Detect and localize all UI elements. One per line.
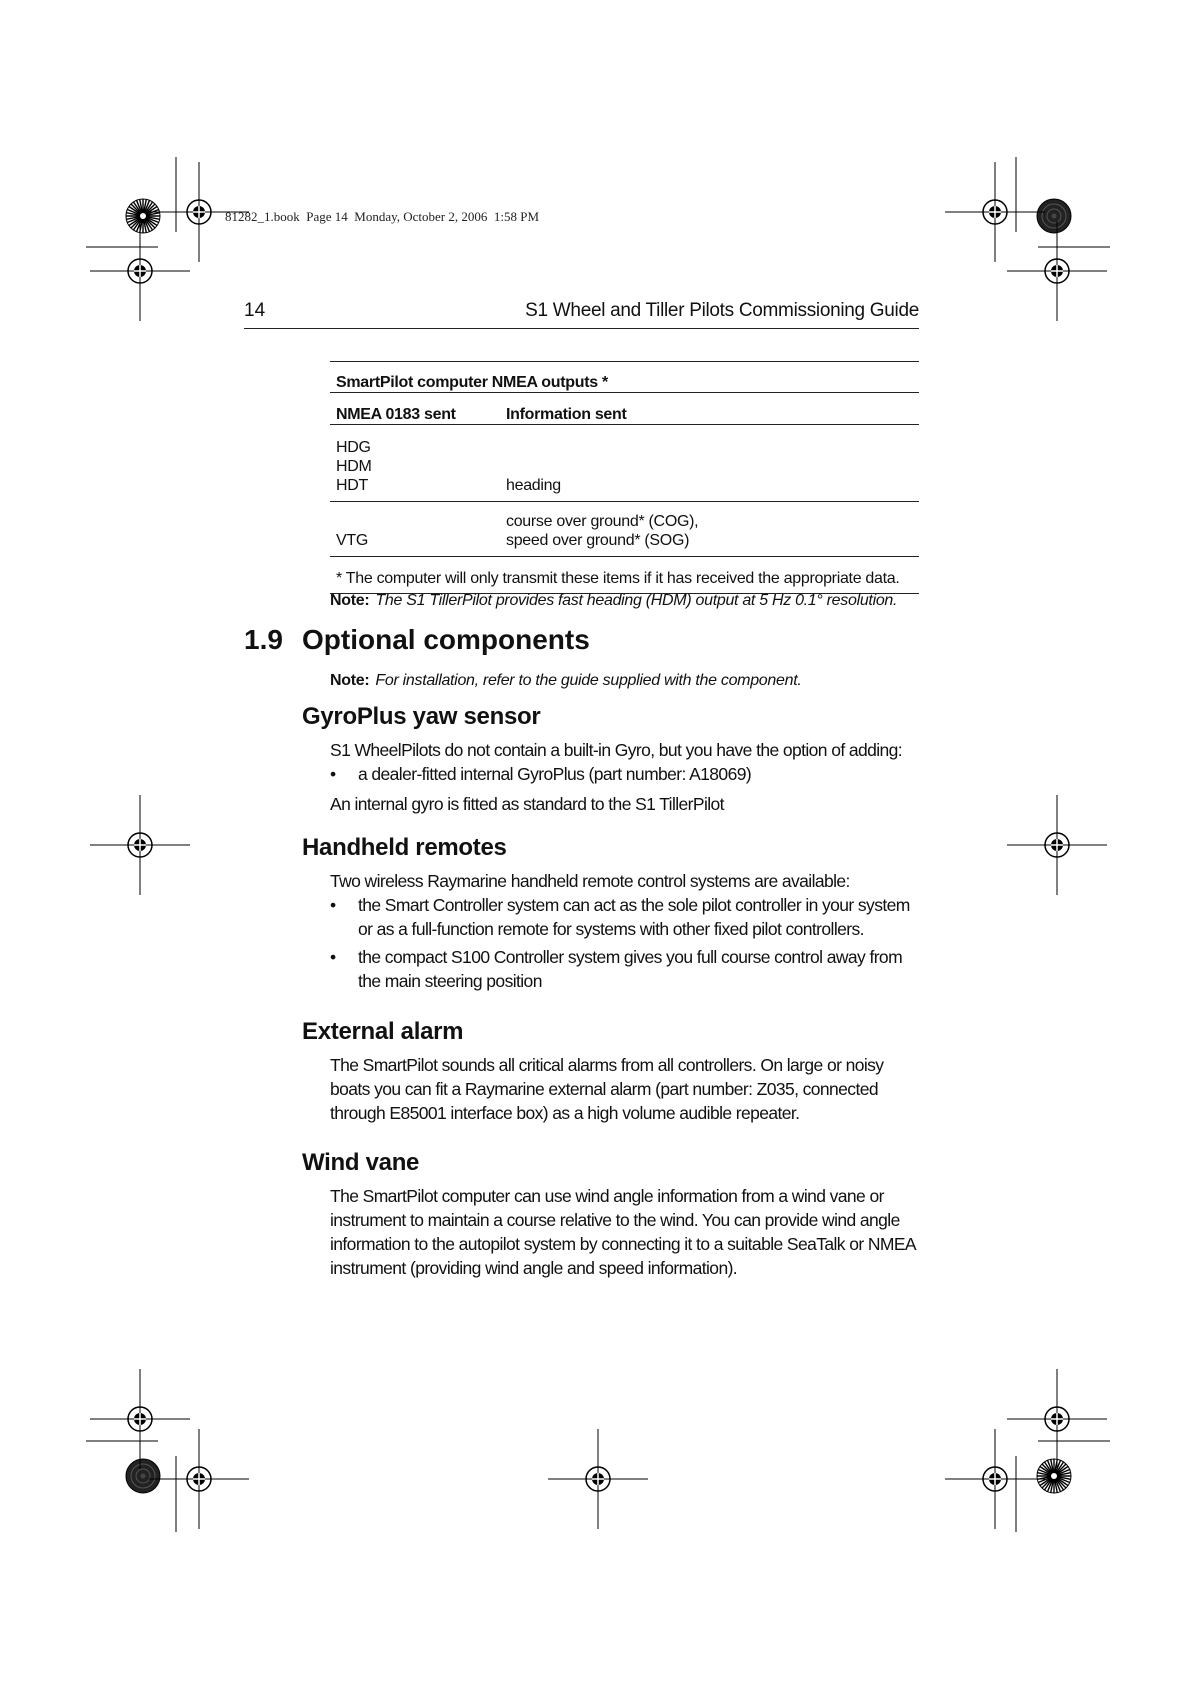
page-number: 14 <box>244 300 266 321</box>
table-footnote: * The computer will only transmit these items if it has received the appropriate data. <box>330 557 919 594</box>
note-label: Note: <box>330 592 370 609</box>
external-alarm-heading: External alarm <box>302 1018 464 1045</box>
table-row <box>330 425 919 502</box>
external-alarm-text: The SmartPilot sounds all critical alarms from all controllers. On large or noisy boats you can fit a Raymarine external alarm (part number: Z035, connected through E85001 interface box) as a high volume audible repeater. <box>330 1055 884 1123</box>
document-title: S1 Wheel and Tiller Pilots Commissioning Guide <box>525 300 919 321</box>
table-title: SmartPilot computer NMEA outputs * <box>330 362 919 393</box>
note-installation <box>330 672 802 690</box>
nmea-code: VTG <box>336 532 368 549</box>
list-item: • the Smart Controller system can act as the sole pilot controller in your system or as a full-function remote for systems with other fixed pilot controllers. <box>330 895 910 939</box>
information-text: course over ground* (COG), <box>506 513 699 530</box>
section-title: Optional components <box>302 624 590 655</box>
note-hdm-output <box>330 592 897 610</box>
handheld-remotes-heading: Handheld remotes <box>302 834 507 861</box>
handheld-remotes-intro: Two wireless Raymarine handheld remote control systems are available: <box>330 871 850 891</box>
information-text: heading <box>506 477 561 494</box>
section-heading <box>244 624 590 656</box>
table-header-row <box>330 393 919 425</box>
handheld-remotes-bullet-list <box>330 893 920 997</box>
note-label: Note: <box>330 672 370 689</box>
list-item: • a dealer-fitted internal GyroPlus (part number: A18069) <box>330 764 752 784</box>
bullet-glyph: • <box>330 764 336 784</box>
note-text: For installation, refer to the guide supplied with the component. <box>375 672 802 689</box>
table-footnote-row <box>330 557 919 594</box>
table-row <box>330 502 919 557</box>
section-number: 1.9 <box>244 624 283 655</box>
bullet-glyph: • <box>330 947 336 967</box>
nmea-outputs-table <box>330 361 919 594</box>
running-header <box>244 298 919 329</box>
table-title-row <box>330 362 919 393</box>
column-header-information: Information sent <box>500 393 919 425</box>
bullet-glyph: • <box>330 895 336 915</box>
column-header-nmea: NMEA 0183 sent <box>330 393 500 425</box>
wind-vane-heading: Wind vane <box>302 1149 420 1176</box>
information-cell <box>500 425 919 502</box>
gyroplus-heading: GyroPlus yaw sensor <box>302 703 541 730</box>
list-item: • the compact S100 Controller system gives you full course control away from the main steering position <box>330 947 903 991</box>
print-slug: 81282_1.book Page 14 Monday, October 2, 2006 1:58 PM <box>225 209 540 224</box>
gyroplus-outro: An internal gyro is fitted as standard to the S1 TillerPilot <box>330 794 724 814</box>
wind-vane-text: The SmartPilot computer can use wind angle information from a wind vane or instrument to maintain a course relative to the wind. You can provide wind angle information to the autopilot system by connecting it to a suitable SeaTalk or NMEA instrument (providing wind angle and speed information). <box>330 1186 916 1278</box>
nmea-code: HDG <box>336 439 371 456</box>
gyroplus-bullet-list <box>330 762 920 790</box>
information-cell <box>500 502 919 557</box>
nmea-code: HDT <box>336 477 368 494</box>
information-text: speed over ground* (SOG) <box>506 532 690 549</box>
nmea-code: HDM <box>336 458 372 475</box>
gyroplus-intro: S1 WheelPilots do not contain a built-in Gyro, but you have the option of adding: <box>330 740 903 760</box>
nmea-code-cell <box>330 425 500 502</box>
note-text: The S1 TillerPilot provides fast heading (HDM) output at 5 Hz 0.1° resolution. <box>375 592 898 609</box>
nmea-code-cell <box>330 502 500 557</box>
